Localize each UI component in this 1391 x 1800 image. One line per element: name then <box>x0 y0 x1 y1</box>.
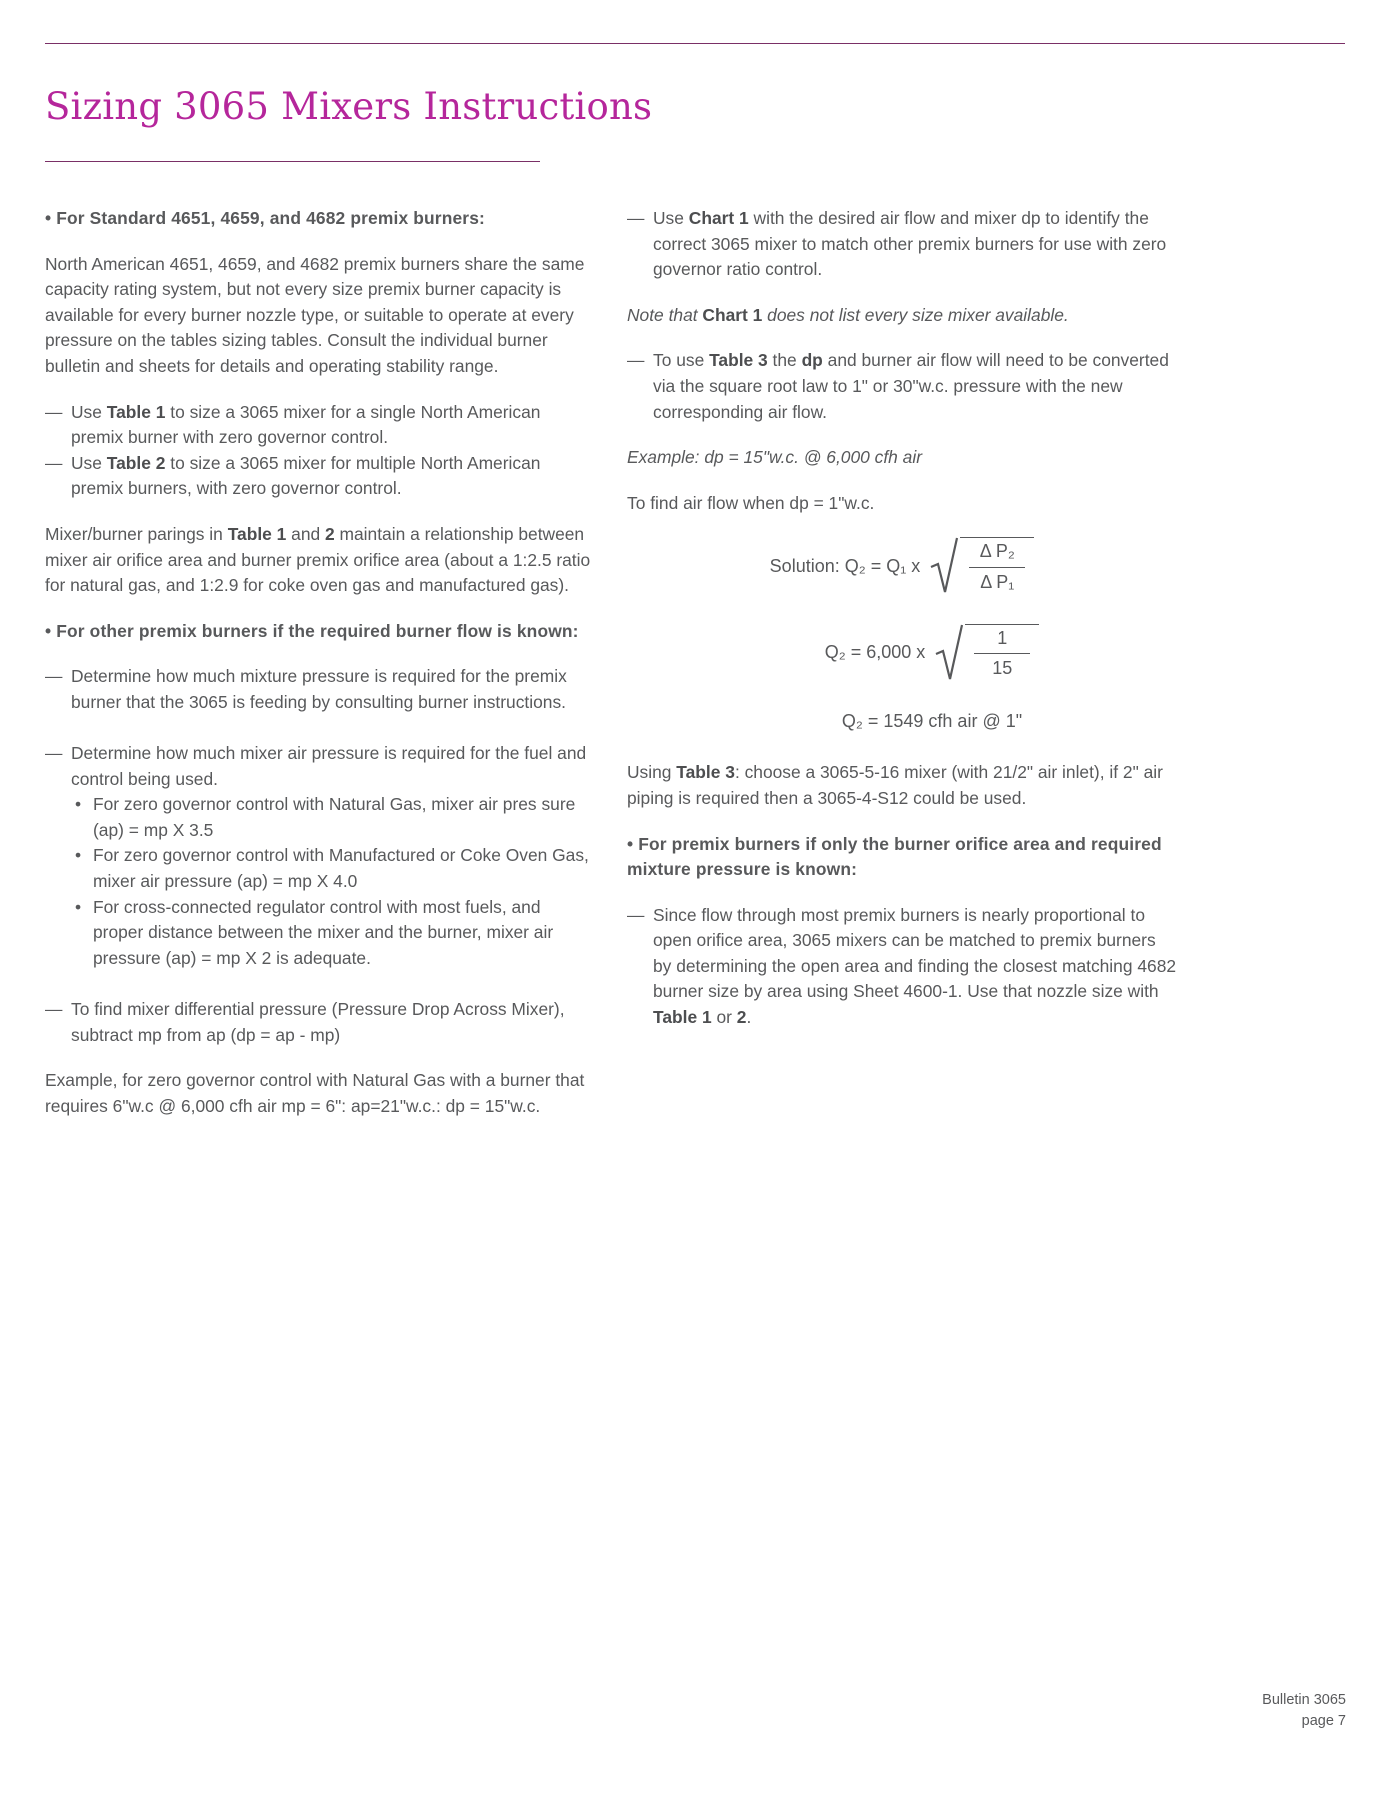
footer-bulletin: Bulletin 3065 <box>1262 1692 1346 1708</box>
left-dash-list-tables <box>45 400 595 502</box>
dash1-bold: Table 1 <box>106 401 166 422</box>
note-pre: Note that <box>627 304 703 325</box>
em-dash-marker: — <box>45 452 63 473</box>
right-example-line: Example: dp = 15"w.c. @ 6,000 cfh air <box>627 447 922 468</box>
right-paragraph-using-table3 <box>627 760 1177 811</box>
fraction-numerator: Δ P₂ <box>979 541 1015 562</box>
right-dash-orifice <box>627 903 1177 1031</box>
left-dash-list-determine <box>45 664 595 1048</box>
list-item-text <box>653 348 1177 425</box>
list-item-text: Determine how much mixer air pressure is required for the fuel and control being used. <box>71 743 587 789</box>
em-dash-marker: — <box>627 904 645 925</box>
para2-mid: and <box>286 523 326 544</box>
equation-result: Q₂ = 1549 cfh air @ 1" <box>841 710 1023 731</box>
rdash3-pre: Since flow through most premix burners is nearly proportional to open orifice area, 3065 mixers can be matched to premix burners by determining the open area and finding the closest matching 4682 burner size by area using Sheet 4600-1. Use that nozzle size with <box>653 904 1177 1002</box>
left-heading-standard-burners: • For Standard 4651, 4659, and 4682 premix burners: <box>45 208 485 228</box>
list-item-text: To find mixer differential pressure (Pressure Drop Across Mixer), subtract mp from ap (dp = ap - mp) <box>71 999 565 1045</box>
left-paragraph-example: Example, for zero governor control with Natural Gas with a burner that requires 6"w.c @ 6,000 cfh air mp = 6": ap=21"w.c.: dp = 15"w.c. <box>45 1070 585 1116</box>
right-dash-chart1 <box>627 206 1177 283</box>
rdash2-bold-a: Table 3 <box>709 350 768 371</box>
dash2-post: to size a 3065 mixer for multiple North American premix burners, with zero governor control. <box>71 452 541 499</box>
rdash1-bold: Chart 1 <box>688 208 749 228</box>
equation-solution-numeric <box>627 623 1177 683</box>
rdash2-mid: the <box>767 350 802 371</box>
t3-post: : choose a 3065-5-16 mixer (with 21/2" air inlet), if 2" air piping is required then a 3065-4-S12 could be used. <box>627 762 1163 808</box>
square-root-icon <box>935 623 965 683</box>
rdash3-post: . <box>746 1007 752 1028</box>
list-item-text: For zero governor control with Manufactured or Coke Oven Gas, mixer air pressure (ap) = mp X 4.0 <box>93 845 589 892</box>
rdash2-pre: To use <box>653 350 710 371</box>
para2-pre: Mixer/burner parings in <box>45 523 228 544</box>
title-underline-rule <box>45 161 540 162</box>
para2-bold-a: Table 1 <box>227 523 287 544</box>
list-item-text: For cross-connected regulator control with most fuels, and proper distance between the mixer and the burner, mixer air pressure (ap) = mp X 2 is adequate. <box>93 896 554 968</box>
right-dash-table3 <box>627 348 1177 425</box>
t3-bold: Table 3 <box>676 762 735 783</box>
footer-page-number: page 7 <box>1301 1713 1346 1729</box>
dash1-post: to size a 3065 mixer for a single North American premix burner with zero governor control. <box>71 401 541 448</box>
list-item <box>45 997 595 1048</box>
left-sub-bullet-list <box>45 792 595 971</box>
fraction <box>965 624 1039 683</box>
radical-group <box>930 536 1034 596</box>
list-item <box>627 348 1177 425</box>
em-dash-marker: — <box>45 743 63 764</box>
list-item <box>627 903 1177 1031</box>
left-column <box>45 206 595 1119</box>
equation-solution-general <box>627 536 1177 596</box>
list-item-text: Determine how much mixture pressure is required for the premix burner that the 3065 is feeding by consulting burner instructions. <box>71 666 567 712</box>
right-math-block <box>627 536 1177 734</box>
list-item <box>627 206 1177 283</box>
em-dash-marker: — <box>45 999 63 1020</box>
em-dash-marker: — <box>627 208 645 228</box>
bullet-marker: • <box>75 794 82 815</box>
rdash2-post: and burner air flow will need to be converted via the square root law to 1" or 30"w.c. pressure with the new corresponding air flow. <box>653 350 1169 422</box>
left-paragraph-capacity-rating: North American 4651, 4659, and 4682 premix burners share the same capacity rating system, but not every size premix burner capacity is available for every burner nozzle type, or suitable to operate at every pressure on the tables sizing tables. Consult the individual burner bulletin and sheets for details and operating stability range. <box>45 253 585 376</box>
dash2-bold: Table 2 <box>106 452 166 473</box>
left-heading-other-premix-burners: • For other premix burners if the required burner flow is known: <box>45 620 579 641</box>
rdash1-pre: Use <box>653 208 689 228</box>
right-column <box>627 206 1177 1051</box>
rdash3-mid: or <box>711 1007 737 1028</box>
list-item-text <box>71 451 595 502</box>
list-item-text: For zero governor control with Natural Gas, mixer air pres sure (ap) = mp X 3.5 <box>93 794 576 840</box>
rdash3-bold-a: Table 1 <box>653 1007 712 1028</box>
rdash2-bold-b: dp <box>801 350 823 371</box>
list-item <box>71 792 595 843</box>
list-item <box>45 400 595 451</box>
t3-pre: Using <box>627 762 677 783</box>
list-item <box>45 741 595 792</box>
page-title: Sizing 3065 Mixers Instructions <box>45 85 653 128</box>
fraction-denominator: 15 <box>974 653 1030 683</box>
right-find-airflow-line: To find air flow when dp = 1"w.c. <box>627 492 875 513</box>
page-footer <box>1262 1690 1346 1732</box>
list-item <box>71 895 595 972</box>
list-item <box>45 451 595 502</box>
list-item <box>45 664 595 715</box>
fraction-denominator: Δ P₁ <box>969 567 1025 597</box>
square-root-icon <box>930 536 960 596</box>
em-dash-marker: — <box>627 350 645 371</box>
para2-post: maintain a relationship between mixer air orifice area and burner premix orifice area (about a 1:2.5 ratio for natural gas, and 1:2.9 for coke oven gas and manufactured gas). <box>45 523 591 596</box>
right-note-chart1 <box>627 303 1177 329</box>
list-item-text <box>71 400 595 451</box>
rdash3-bold-b: 2 <box>736 1007 747 1028</box>
note-post: does not list every size mixer available. <box>762 304 1069 325</box>
em-dash-marker: — <box>45 401 63 422</box>
note-bold: Chart 1 <box>702 304 763 325</box>
top-divider-rule <box>45 43 1345 44</box>
left-paragraph-mixer-burner-parings <box>45 522 595 599</box>
fraction <box>960 537 1034 596</box>
em-dash-marker: — <box>45 666 63 687</box>
para2-bold-b: 2 <box>325 523 335 544</box>
radical-group <box>935 623 1039 683</box>
list-item-text <box>653 206 1177 283</box>
fraction-numerator: 1 <box>997 627 1008 648</box>
dash2-pre: Use <box>71 452 107 473</box>
equation-lead: Q₂ = 6,000 x <box>824 641 926 662</box>
list-spacer <box>45 716 595 742</box>
dash1-pre: Use <box>71 401 107 422</box>
right-heading-orifice-area: • For premix burners if only the burner orifice area and required mixture pressure is known: <box>627 833 1162 880</box>
bullet-marker: • <box>75 896 82 917</box>
rdash1-post: with the desired air flow and mixer dp to identify the correct 3065 mixer to match other premix burners for use with zero governor ratio control. <box>653 208 1167 280</box>
bullet-marker: • <box>75 845 82 866</box>
list-item <box>71 843 595 894</box>
list-item-text <box>653 903 1177 1031</box>
equation-lead: Solution: Q₂ = Q₁ x <box>769 555 921 576</box>
list-spacer <box>45 971 595 997</box>
